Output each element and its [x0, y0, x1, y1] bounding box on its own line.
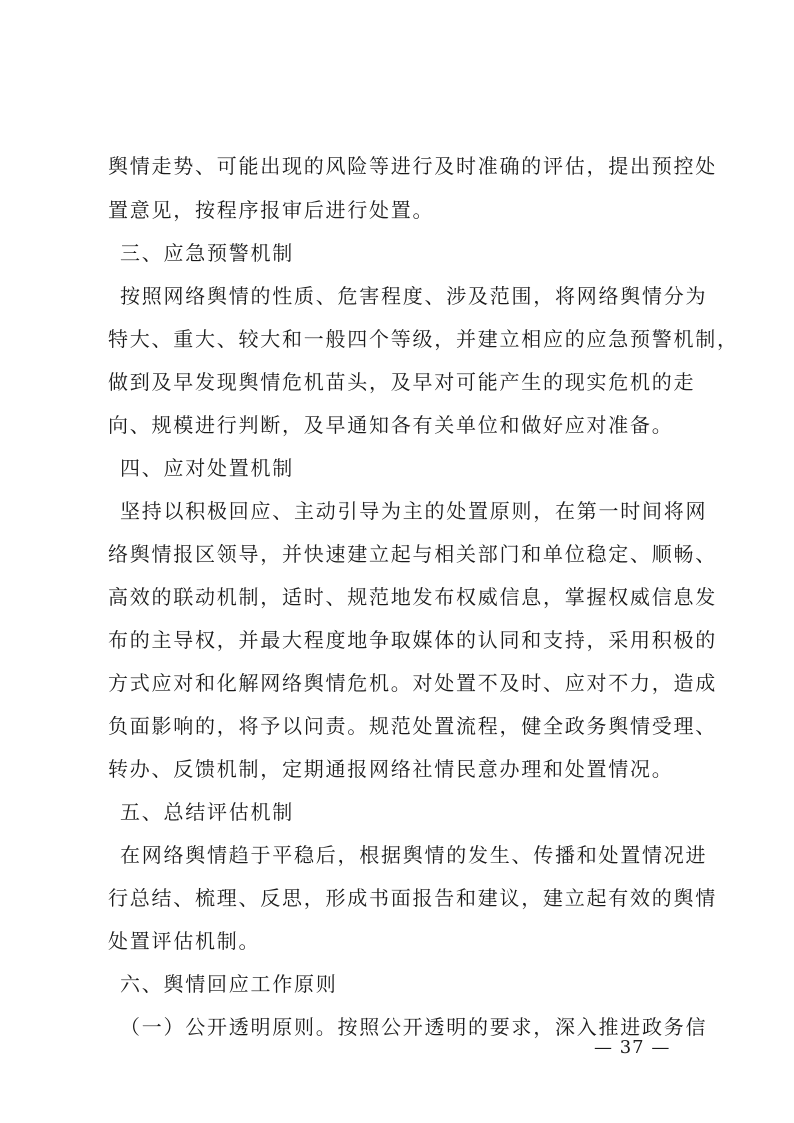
body-text-line: 转办、反馈机制，定期通报网络社情民意办理和处置情况。 — [108, 757, 674, 781]
body-text-line: 置意见，按程序报审后进行处置。 — [108, 198, 435, 222]
page-number: — 37 — — [594, 1037, 671, 1058]
body-text-line: 按照网络舆情的性质、危害程度、涉及范围，将网络舆情分为 — [120, 284, 708, 308]
section-heading: 三、应急预警机制 — [120, 241, 294, 265]
body-text-line: 坚持以积极回应、主动引导为主的处置原则，在第一时间将网 — [120, 499, 708, 523]
body-text-line: 方式应对和化解网络舆情危机。对处置不及时、应对不力，造成 — [108, 671, 717, 695]
body-text-line: 在网络舆情趋于平稳后，根据舆情的发生、传播和处置情况进 — [120, 843, 708, 867]
body-text-line: 舆情走势、可能出现的风险等进行及时准确的评估，提出预控处 — [108, 154, 717, 178]
body-text-line: （一）公开透明原则。按照公开透明的要求，深入推进政务信 — [120, 1015, 708, 1039]
body-text-line: 负面影响的，将予以问责。规范处置流程，健全政务舆情受理、 — [108, 714, 717, 738]
body-text-line: 行总结、梳理、反思，形成书面报告和建议，建立起有效的舆情 — [108, 886, 717, 910]
body-text-line: 布的主导权，并最大程度地争取媒体的认同和支持，采用积极的 — [108, 628, 717, 652]
body-text-line: 处置评估机制。 — [108, 929, 261, 953]
section-heading: 四、应对处置机制 — [120, 456, 294, 480]
body-text-line: 络舆情报区领导，并快速建立起与相关部门和单位稳定、顺畅、 — [108, 542, 717, 566]
body-text-line: 高效的联动机制，适时、规范地发布权威信息，掌握权威信息发 — [108, 585, 717, 609]
body-text-line: 特大、重大、较大和一般四个等级，并建立相应的应急预警机制， — [108, 327, 739, 351]
body-text-line: 做到及早发现舆情危机苗头，及早对可能产生的现实危机的走 — [108, 370, 696, 394]
section-heading: 六、舆情回应工作原则 — [120, 972, 338, 996]
section-heading: 五、总结评估机制 — [120, 800, 294, 824]
body-text-line: 向、规模进行判断，及早通知各有关单位和做好应对准备。 — [108, 413, 674, 437]
